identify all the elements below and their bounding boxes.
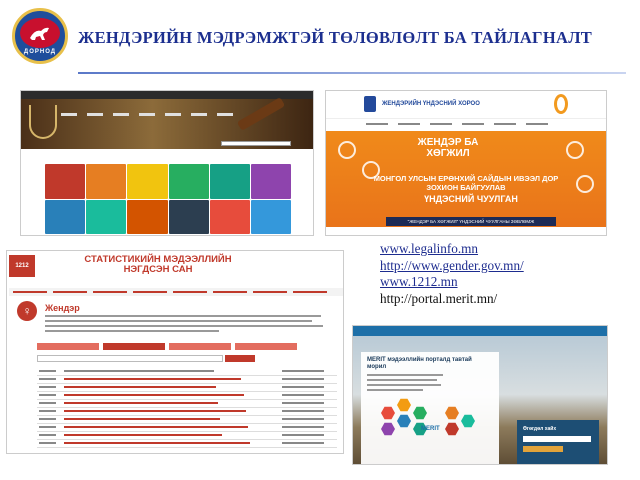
merit-search-input [523, 436, 591, 442]
hexagon-icon [397, 398, 411, 412]
category-tile [251, 164, 291, 199]
hexagon-icon [381, 406, 395, 420]
hexagon-icon [397, 414, 411, 428]
link-list [380, 241, 524, 307]
merit-welcome-card [361, 352, 499, 465]
stats-search-button [225, 355, 255, 362]
logo-text: ДОРНОД [23, 48, 57, 55]
legalinfo-topbar [21, 91, 313, 99]
hero-strip [386, 217, 556, 226]
category-tile [210, 200, 250, 235]
category-tile [127, 164, 167, 199]
page-title: ЖЕНДЭРИЙН МЭДРЭМЖТЭЙ ТӨЛӨВЛӨЛТ БА ТАЙЛАГНАЛТ [78, 28, 593, 47]
scales-icon [29, 105, 57, 139]
table-row [37, 431, 337, 439]
table-row [37, 407, 337, 415]
stats-description [45, 315, 335, 335]
gender-symbol-icon [554, 94, 568, 114]
table-row [37, 375, 337, 383]
female-symbol-icon: ♀ [17, 301, 37, 321]
table-row [37, 415, 337, 423]
stats-site-title: СТАТИСТИКИЙН МЭДЭЭЛЛИЙН НЭГДСЭН САН [84, 254, 232, 275]
stats-nav [9, 288, 343, 296]
header-divider [78, 72, 626, 74]
stats-search-input [37, 355, 223, 362]
stats-brand-logo: 1212 [9, 255, 35, 277]
gender-gov-screenshot [325, 90, 607, 236]
category-tile [169, 200, 209, 235]
table-row [37, 391, 337, 399]
table-row [37, 423, 337, 431]
horse-emblem-icon [20, 18, 60, 48]
merit-search-label: Өгөгдөл хайх [523, 426, 557, 432]
category-tile [251, 200, 291, 235]
state-seal-icon [364, 96, 376, 112]
legalinfo-search-bar [221, 141, 291, 146]
link-legalinfo[interactable]: www.legalinfo.mn [380, 241, 479, 256]
gender-site-menu [326, 119, 606, 129]
table-row [37, 399, 337, 407]
merit-card-title: MERIT мэдээллийн порталд тавтай морил [367, 357, 472, 370]
male-symbol-icon [576, 175, 594, 193]
dornod-logo [12, 8, 68, 64]
merit-topbar [353, 326, 607, 336]
merit-search-button [523, 446, 563, 452]
stats-heading: Жендэр [45, 303, 80, 313]
female-symbol-icon [566, 141, 584, 159]
category-tile [45, 200, 85, 235]
merit-label: MERIT [421, 426, 440, 432]
category-tile [45, 164, 85, 199]
table-row [37, 439, 337, 447]
partner-logos [326, 227, 606, 236]
hero-title: ЖЕНДЭР БА ХӨГЖИЛ [417, 137, 479, 159]
stats-tabs [37, 343, 297, 350]
hexagon-icon [461, 414, 475, 428]
legalinfo-nav [61, 113, 233, 116]
hero-strip-text: "ЖЕНДЭР БА ХӨГЖИЛ" ҮНДЭСНИЙ ЧУУЛГАНЫ ЗӨВЛӨМЖ [407, 219, 535, 224]
gender-site-name: ЖЕНДЭРИЙН ҮНДЭСНИЙ ХОРОО [382, 101, 480, 107]
gavel-icon [237, 97, 285, 131]
link-gender[interactable]: http://www.gender.gov.mn/ [380, 257, 524, 273]
table-row [37, 383, 337, 391]
table-row [37, 367, 337, 375]
category-tile [86, 200, 126, 235]
hexagon-icon [445, 406, 459, 420]
category-tile [169, 164, 209, 199]
gender-hero-banner [326, 131, 606, 236]
gender-site-header [326, 91, 606, 119]
category-tile [86, 164, 126, 199]
category-tile [127, 200, 167, 235]
legalinfo-screenshot [20, 90, 314, 236]
female-symbol-icon [338, 141, 356, 159]
merit-card-text [367, 374, 447, 394]
link-1212[interactable]: www.1212.mn [380, 274, 458, 289]
hexagon-icon [381, 422, 395, 436]
hexagon-icon [445, 422, 459, 436]
hexagon-icon [413, 406, 427, 420]
legalinfo-category-tiles [45, 164, 291, 234]
hero-event: ҮНДЭСНИЙ ЧУУЛГАН [424, 194, 518, 204]
stats-table [37, 367, 337, 448]
merit-screenshot [352, 325, 608, 465]
merit-search-box [517, 420, 599, 465]
category-tile [210, 164, 250, 199]
hero-subtitle: МОНГОЛ УЛСЫН ЕРӨНХИЙ САЙДЫН ИВЭЭЛ ДОР ЗОХИОН БАЙГУУЛАВ [373, 174, 559, 192]
link-merit[interactable]: http://portal.merit.mn/ [380, 290, 498, 306]
merit-landscape-image [353, 336, 607, 465]
stats-1212-screenshot [6, 250, 344, 454]
